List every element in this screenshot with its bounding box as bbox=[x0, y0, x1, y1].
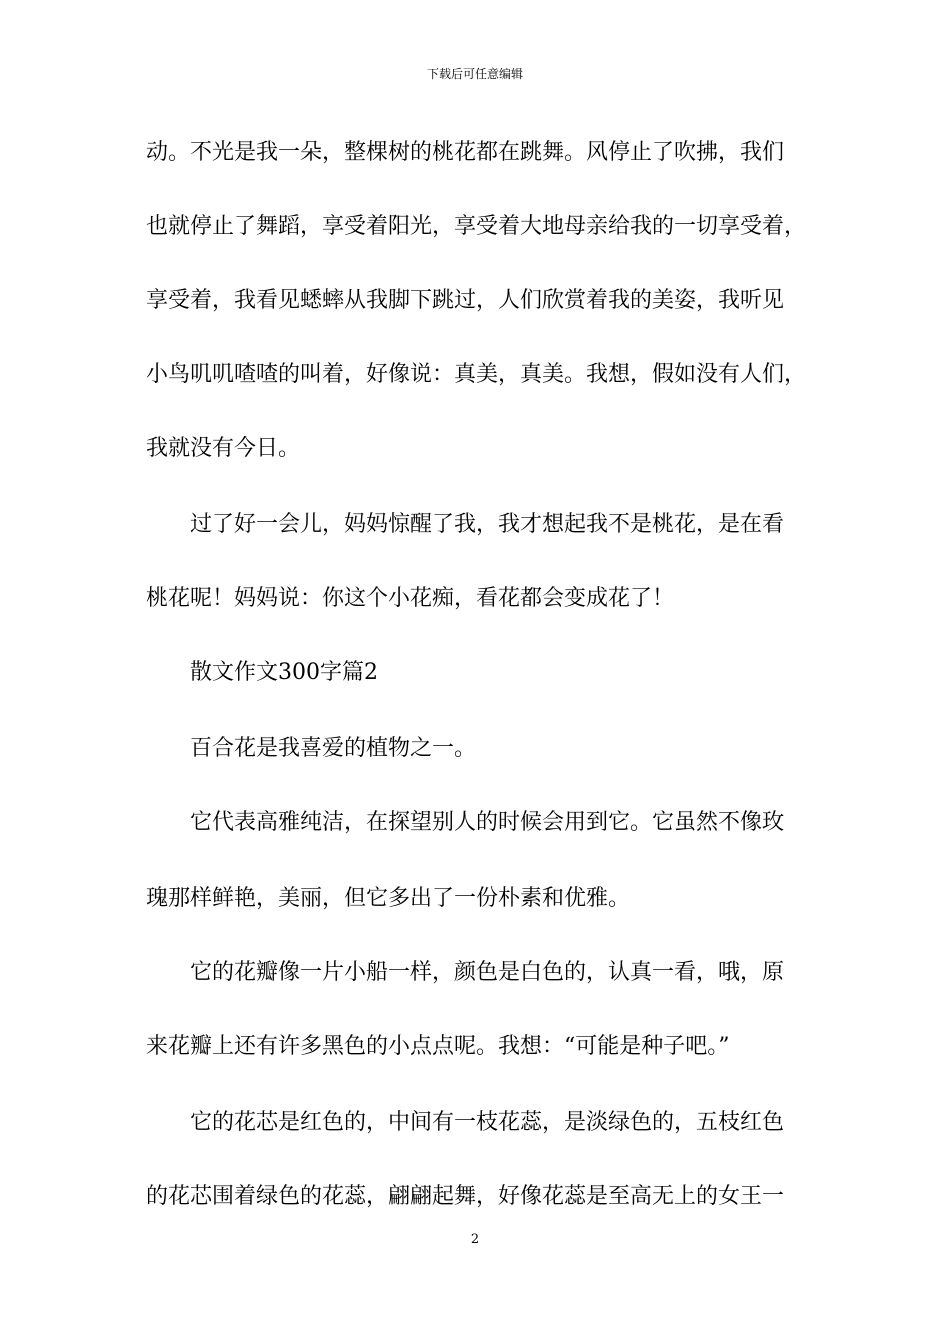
text-line: 小鸟叽叽喳喳的叫着，好像说：真美，真美。我想，假如没有人们， bbox=[146, 362, 807, 387]
paragraph-start: 过了好一会儿，妈妈惊醒了我，我才想起我不是桃花，是在看 bbox=[190, 512, 785, 537]
paragraph-start: 百合花是我喜爱的植物之一。 bbox=[190, 736, 477, 761]
text-line: 瑰那样鲜艳，美丽，但它多出了一份朴素和优雅。 bbox=[146, 886, 631, 911]
paragraph-start: 它的花芯是红色的，中间有一枝花蕊，是淡绿色的，五枝红色 bbox=[190, 1110, 785, 1135]
paragraph-start: 它的花瓣像一片小船一样，颜色是白色的，认真一看，哦，原 bbox=[190, 960, 785, 985]
page-header: 下载后可任意编辑 bbox=[426, 67, 523, 81]
paragraph-start: 它代表高雅纯洁，在探望别人的时候会用到它。它虽然不像玫 bbox=[190, 810, 785, 835]
text-line: 桃花呢！妈妈说：你这个小花痴，看花都会变成花了！ bbox=[146, 586, 675, 611]
text-line: 享受着，我看见蟋蟀从我脚下跳过，人们欣赏着我的美姿，我听见 bbox=[146, 288, 785, 313]
text-line: 的花芯围着绿色的花蕊，翩翩起舞，好像花蕊是至高无上的女王一 bbox=[146, 1184, 785, 1209]
text-line: 来花瓣上还有许多黑色的小点点呢。我想：“可能是种子吧。” bbox=[146, 1034, 730, 1059]
text-line: 动。不光是我一朵，整棵树的桃花都在跳舞。风停止了吹拂，我们 bbox=[146, 140, 785, 165]
text-line: 我就没有今日。 bbox=[146, 436, 301, 461]
section-heading: 散文作文300字篇2 bbox=[190, 660, 378, 685]
page-number: 2 bbox=[470, 1232, 480, 1247]
text-line: 也就停止了舞蹈，享受着阳光，享受着大地母亲给我的一切享受着， bbox=[146, 214, 807, 239]
